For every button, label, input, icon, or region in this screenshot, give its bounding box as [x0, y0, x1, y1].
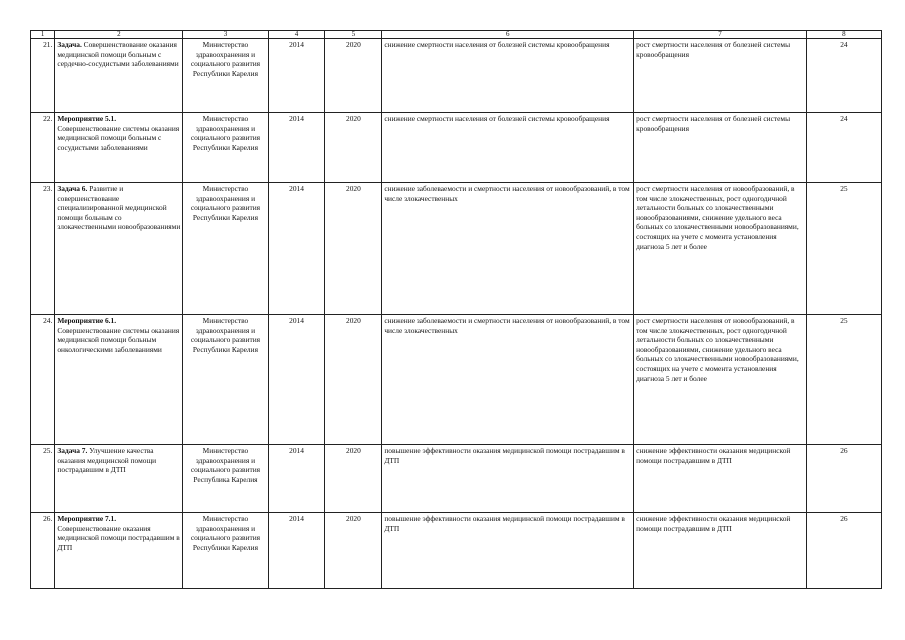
row-number: 24. — [31, 315, 55, 445]
executor-cell: Министерство здравоохранения и социального развития Республики Карелия — [183, 513, 268, 589]
column-number: 8 — [806, 31, 881, 39]
table-row — [31, 183, 882, 315]
start-year-cell: 2014 — [268, 315, 325, 445]
task-cell — [55, 39, 183, 113]
executor-cell: Министерство здравоохранения и социального развития Республики Карелия — [183, 183, 268, 315]
task-title: Задача 6. — [57, 184, 88, 193]
expected-result-cell: снижение смертности населения от болезней системы кровообращения — [382, 113, 634, 183]
related-indicator-cell: 25 — [806, 315, 881, 445]
related-indicator-cell: 25 — [806, 183, 881, 315]
expected-result-cell: повышение эффективности оказания медицинской помощи пострадавшим в ДТП — [382, 513, 634, 589]
row-number: 23. — [31, 183, 55, 315]
task-description: Совершенствование системы оказания медицинской помощи больным с сосудистыми заболеваниями — [57, 123, 180, 152]
expected-result-cell: снижение смертности населения от болезней системы кровообращения — [382, 39, 634, 113]
executor-cell: Министерство здравоохранения и социального развития Республики Карелия — [183, 39, 268, 113]
consequence-cell: рост смертности населения от болезней системы кровообращения — [634, 39, 807, 113]
related-indicator-cell: 24 — [806, 113, 881, 183]
start-year-cell: 2014 — [268, 513, 325, 589]
table-row — [31, 113, 882, 183]
column-number: 1 — [31, 31, 55, 39]
start-year-cell: 2014 — [268, 39, 325, 113]
expected-result-cell: снижение заболеваемости и смертности населения от новообразований, в том числе злокачественных — [382, 183, 634, 315]
task-title: Мероприятие 7.1. — [57, 514, 117, 523]
column-number: 3 — [183, 31, 268, 39]
row-number: 26. — [31, 513, 55, 589]
consequence-cell: рост смертности населения от новообразований, в том числе злокачественных, рост одногодичной летальности больных со злокачественными новообразованиями, снижение удельного веса больных со злокачественными новообразованиями, состоящих на учете с момента установления диагноза 5 лет и более — [634, 183, 807, 315]
task-title: Мероприятие 6.1. — [57, 316, 117, 325]
related-indicator-cell: 26 — [806, 513, 881, 589]
task-title: Задача 7. — [57, 446, 88, 455]
task-title: Задача. — [57, 40, 82, 49]
task-description: Совершенствование системы оказания медицинской помощи больным онкологическими заболеваниями — [57, 325, 180, 354]
consequence-cell: рост смертности населения от болезней системы кровообращения — [634, 113, 807, 183]
executor-cell: Министерство здравоохранения и социального развития Республика Карелия — [183, 445, 268, 513]
task-description: Улучшение качества оказания медицинской помощи пострадавшим в ДТП — [57, 446, 157, 475]
end-year-cell: 2020 — [325, 445, 382, 513]
column-number: 7 — [634, 31, 807, 39]
executor-cell: Министерство здравоохранения и социального развития Республики Карелия — [183, 113, 268, 183]
column-number: 4 — [268, 31, 325, 39]
task-cell — [55, 445, 183, 513]
start-year-cell: 2014 — [268, 445, 325, 513]
column-number: 2 — [55, 31, 183, 39]
related-indicator-cell: 24 — [806, 39, 881, 113]
row-number: 21. — [31, 39, 55, 113]
task-cell — [55, 183, 183, 315]
task-description: Совершенствование оказания медицинской помощи больным с сердечно-сосудистыми заболеваниями — [57, 40, 179, 69]
table-row — [31, 445, 882, 513]
column-number-row — [31, 31, 882, 39]
end-year-cell: 2020 — [325, 315, 382, 445]
task-cell — [55, 513, 183, 589]
end-year-cell: 2020 — [325, 39, 382, 113]
column-number: 5 — [325, 31, 382, 39]
row-number: 25. — [31, 445, 55, 513]
consequence-cell: снижение эффективности оказания медицинской помощи пострадавшим в ДТП — [634, 513, 807, 589]
task-title: Мероприятие 5.1. — [57, 114, 117, 123]
end-year-cell: 2020 — [325, 113, 382, 183]
table-row — [31, 315, 882, 445]
executor-cell: Министерство здравоохранения и социального развития Республики Карелия — [183, 315, 268, 445]
end-year-cell: 2020 — [325, 513, 382, 589]
task-description: Совершенствование оказания медицинской помощи пострадавшим в ДТП — [57, 523, 180, 552]
start-year-cell: 2014 — [268, 183, 325, 315]
table-row — [31, 39, 882, 113]
task-description: Развитие и совершенствование специализированной медицинской помощи больным со злокачественными новообразованиями — [57, 184, 181, 232]
row-number: 22. — [31, 113, 55, 183]
consequence-cell: снижение эффективности оказания медицинской помощи пострадавшим в ДТП — [634, 445, 807, 513]
end-year-cell: 2020 — [325, 183, 382, 315]
start-year-cell: 2014 — [268, 113, 325, 183]
task-cell — [55, 113, 183, 183]
related-indicator-cell: 26 — [806, 445, 881, 513]
consequence-cell: рост смертности населения от новообразований, в том числе злокачественных, рост одногодичной летальности больных со злокачественными новообразованиями, снижение удельного веса больных со злокачественными новообразованиями, состоящих на учете с момента установления диагноза 5 лет и более — [634, 315, 807, 445]
expected-result-cell: повышение эффективности оказания медицинской помощи пострадавшим в ДТП — [382, 445, 634, 513]
expected-result-cell: снижение заболеваемости и смертности населения от новообразований, в том числе злокачественных — [382, 315, 634, 445]
table-row — [31, 513, 882, 589]
task-cell — [55, 315, 183, 445]
program-table — [30, 30, 882, 589]
column-number: 6 — [382, 31, 634, 39]
